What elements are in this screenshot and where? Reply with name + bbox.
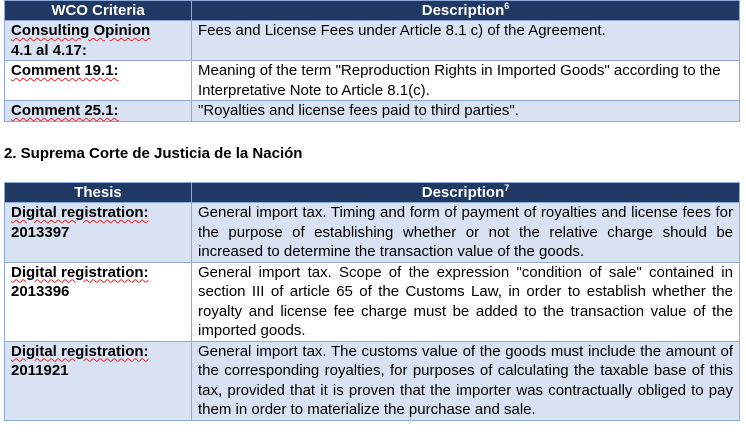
description-cell: General import tax. The customs value of the goods must include the amount of the corresponding royalties, for purposes of calculating the taxable base of this tax, provided that it is proven that the importer was contractually obliged to pay them in order to materialize the purchase and sale. <box>192 341 740 420</box>
criteria-cell: Consulting Opinion 4.1 al 4.17: <box>5 21 192 61</box>
column-header-thesis: Thesis <box>5 183 192 203</box>
description-cell: Meaning of the term "Reproduction Rights in Imported Goods" according to the Interpretative Note to Article 8.1(c). <box>192 61 740 101</box>
thesis-cell: Digital registration: 2013396 <box>5 262 192 341</box>
column-header-criteria: WCO Criteria <box>5 1 192 21</box>
section-heading: 2. Suprema Corte de Justicia de la Nación <box>4 145 303 162</box>
criteria-cell: Comment 19.1: <box>5 61 192 101</box>
table-header-row <box>5 183 740 203</box>
thesis-cell: Digital registration: 2013397 <box>5 203 192 263</box>
column-header-description: Description$^6$ <box>192 1 740 21</box>
column-header-description: Description$^7$ <box>192 183 740 203</box>
table-row <box>5 21 740 61</box>
description-cell: Fees and License Fees under Article 8.1 c) of the Agreement. <box>192 21 740 61</box>
description-cell: General import tax. Timing and form of payment of royalties and license fees for the purpose of establishing whether or not the relative charge should be increased to determine the transaction value of the goods. <box>192 203 740 263</box>
criteria-cell: Comment 25.1: <box>5 101 192 122</box>
description-cell: "Royalties and license fees paid to third parties". <box>192 101 740 122</box>
table-row <box>5 101 740 122</box>
table-row <box>5 203 740 263</box>
description-cell: General import tax. Scope of the expression "condition of sale" contained in section III of article 65 of the Customs Law, in order to establish whether the royalty and license fee charge must be added to the transaction value of the imported goods. <box>192 262 740 341</box>
table-row <box>5 262 740 341</box>
table-row <box>5 61 740 101</box>
thesis-cell: Digital registration: 2011921 <box>5 341 192 420</box>
wco-criteria-table <box>4 0 740 122</box>
table-header-row <box>5 1 740 21</box>
table-row <box>5 341 740 420</box>
thesis-table <box>4 182 740 421</box>
